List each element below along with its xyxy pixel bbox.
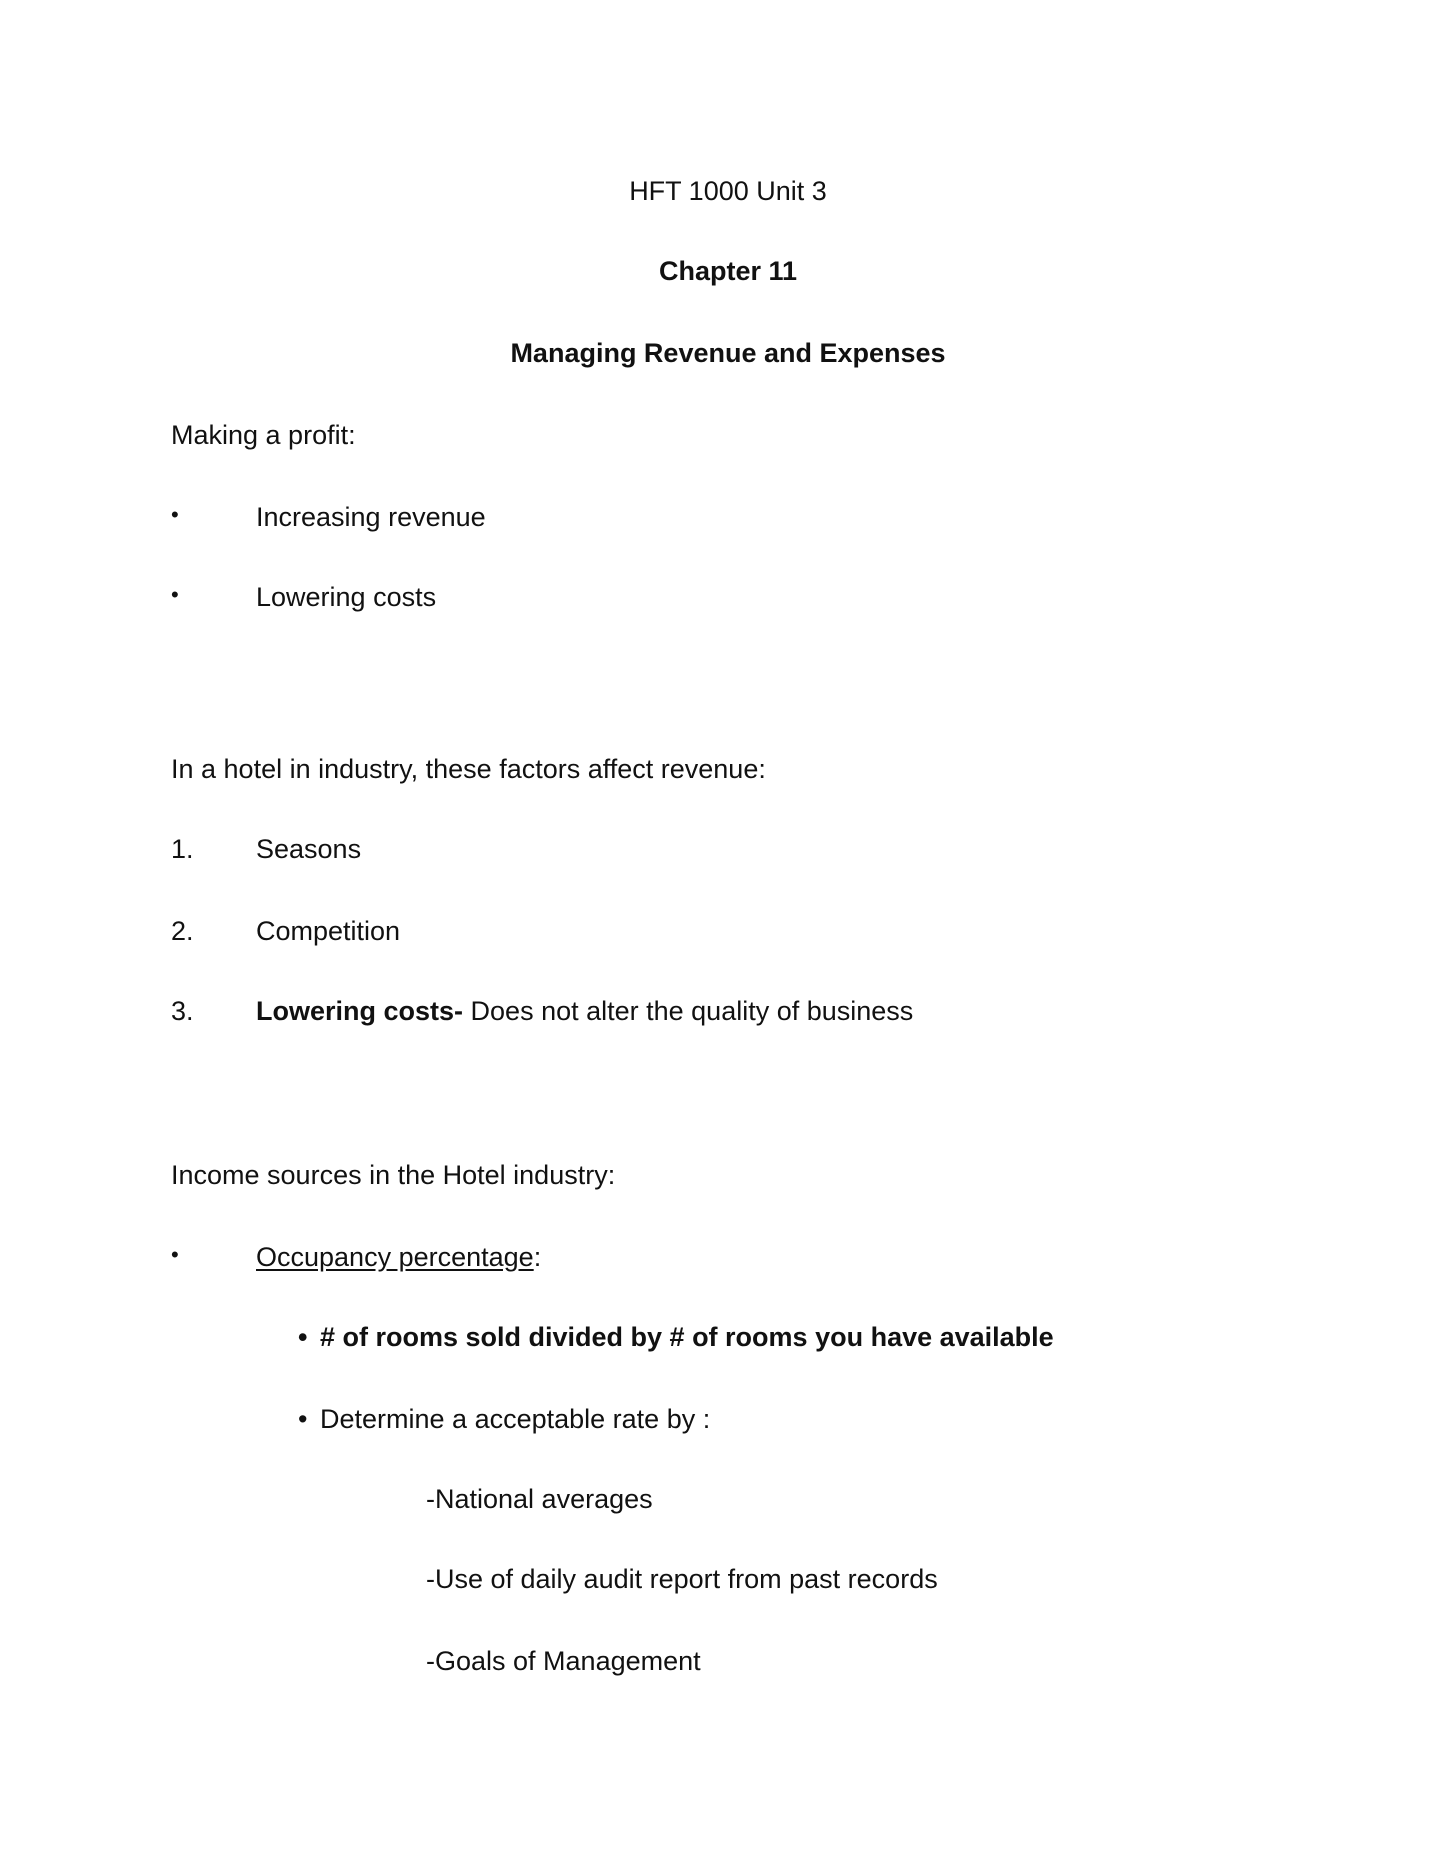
list-number: 1.: [171, 834, 194, 864]
occupancy-formula: # of rooms sold divided by # of rooms you have available: [320, 1322, 1054, 1352]
bullet-icon: •: [298, 1322, 308, 1352]
list-item: -Goals of Management: [426, 1646, 701, 1676]
chapter-heading: Chapter 11: [658, 256, 798, 286]
list-item-text: Lowering costs: [256, 582, 437, 612]
list-item-bold: Lowering costs-: [256, 996, 464, 1026]
occupancy-label: Occupancy percentage: [256, 1242, 534, 1272]
list-item-text: [256, 836, 361, 863]
list-item-body: Seasons: [256, 834, 362, 864]
profit-heading: Making a profit:: [171, 420, 356, 450]
page-title: Managing Revenue and Expenses: [510, 338, 946, 368]
list-item-text: [256, 998, 913, 1025]
list-item-body: Competition: [256, 916, 401, 946]
list-item: -National averages: [426, 1484, 653, 1514]
occupancy-suffix: :: [533, 1242, 542, 1272]
income-heading: Income sources in the Hotel industry:: [171, 1160, 616, 1190]
bullet-icon: •: [298, 1404, 308, 1434]
list-item-body: Does not alter the quality of business: [463, 996, 914, 1026]
list-item: -Use of daily audit report from past records: [426, 1564, 938, 1594]
course-code: HFT 1000 Unit 3: [629, 176, 827, 206]
factors-heading: In a hotel in industry, these factors affect revenue:: [171, 754, 766, 784]
occupancy-item: [256, 1244, 541, 1271]
list-item-text: Increasing revenue: [256, 502, 486, 532]
bullet-icon: •: [171, 582, 179, 607]
list-number: 3.: [171, 996, 194, 1026]
list-item-text: [256, 918, 400, 945]
bullet-icon: •: [171, 502, 179, 527]
rate-determination: Determine a acceptable rate by :: [320, 1404, 711, 1434]
list-number: 2.: [171, 916, 194, 946]
bullet-icon: •: [171, 1242, 179, 1267]
